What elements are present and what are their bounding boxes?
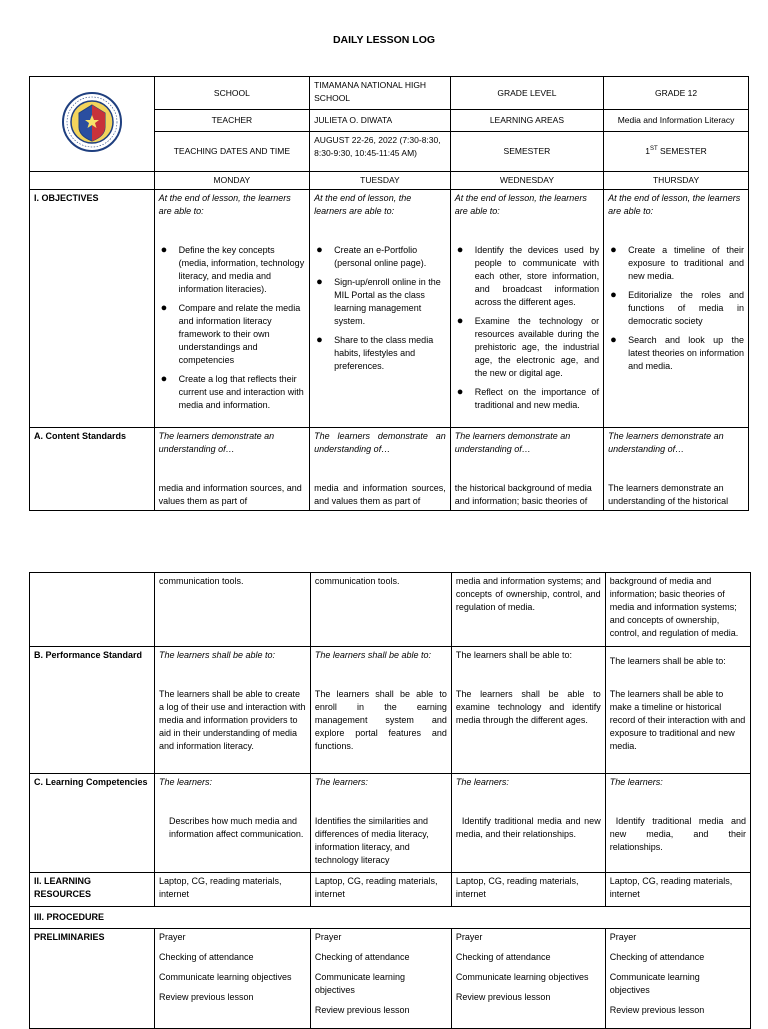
content-standards-tuesday	[310, 428, 451, 511]
content-standards-continued-label	[30, 573, 155, 647]
competency-text: Describes how much media and information affect communication.	[168, 816, 304, 839]
objective-item: ● Create an e-Portfolio (personal online page).	[316, 244, 427, 268]
content-standard-text: media and information sources, and values them as part of	[158, 483, 302, 506]
performance-standard-wednesday	[451, 647, 605, 774]
competencies-wednesday	[451, 774, 605, 873]
performance-text: The learners shall be able to create a log of their use and interaction with media and information providers to aid in their understanding of media and information literacy.	[158, 689, 306, 751]
objectives-thursday	[604, 190, 749, 428]
procedure-item: Review previous lesson	[609, 1005, 705, 1015]
procedure-item: Prayer	[314, 932, 342, 942]
day-header-empty	[30, 172, 155, 190]
school-value: TIMAMANA NATIONAL HIGH SCHOOL	[310, 77, 451, 110]
content-standards-tuesday-cont: communication tools.	[310, 573, 451, 647]
performance-standard-monday	[154, 647, 310, 774]
teaching-dates-label: TEACHING DATES AND TIME	[154, 132, 310, 172]
competency-text: Identifies the similarities and differences of media literacy, information literacy, and technology literacy	[314, 816, 429, 865]
resources-thursday: Laptop, CG, reading materials, internet	[605, 873, 750, 907]
procedure-item: Communicate learning objectives	[158, 972, 292, 982]
procedure-item: Prayer	[158, 932, 186, 942]
content-standards-monday	[154, 428, 310, 511]
content-standards-wednesday-cont: media and information systems; and concepts of ownership, control, and regulation of media.	[451, 573, 605, 647]
procedure-item: Communicate learning objectives	[314, 972, 405, 995]
day-header-tuesday: TUESDAY	[310, 172, 451, 190]
learning-areas-label: LEARNING AREAS	[450, 110, 603, 132]
grade-level-label: GRADE LEVEL	[450, 77, 603, 110]
day-header-monday: MONDAY	[154, 172, 310, 190]
content-standards-intro: The learners demonstrate an understanding of…	[314, 431, 446, 454]
competencies-intro: The learners:	[314, 777, 368, 787]
procedure-item: Checking of attendance	[455, 952, 551, 962]
procedure-item: Checking of attendance	[158, 952, 254, 962]
preliminaries-thursday	[605, 929, 750, 1029]
content-standards-thursday	[604, 428, 749, 511]
objectives-label: I. OBJECTIVES	[30, 190, 155, 428]
objective-item: ● Share to the class media habits, lifestyles and preferences.	[316, 334, 434, 371]
preliminaries-tuesday	[310, 929, 451, 1029]
objective-item: ● Identify the devices used by people to communicate with each other, store information, and broadcast information across the different ages.	[456, 244, 600, 307]
semester-value: 1ST SEMESTER	[604, 132, 749, 172]
objectives-monday	[154, 190, 310, 428]
performance-intro: The learners shall be able to:	[455, 650, 572, 660]
resources-wednesday: Laptop, CG, reading materials, internet	[451, 873, 605, 907]
content-standards-wednesday	[450, 428, 603, 511]
procedure-item: Communicate learning objectives	[455, 972, 589, 982]
objective-item: ● Search and look up the latest theories on information and media.	[610, 334, 744, 371]
content-standards-intro: The learners demonstrate an understanding of…	[454, 431, 571, 454]
competencies-intro: The learners:	[609, 777, 663, 787]
performance-intro: The learners shall be able to:	[609, 656, 726, 666]
objective-item: ● Reflect on the importance of traditional and new media.	[456, 386, 600, 410]
content-standards-monday-cont: communication tools.	[154, 573, 310, 647]
content-standards-intro: The learners demonstrate an understanding of…	[158, 431, 275, 454]
procedure-label: III. PROCEDURE	[30, 907, 751, 929]
procedure-item: Checking of attendance	[609, 952, 705, 962]
performance-intro: The learners shall be able to:	[314, 650, 431, 660]
performance-standard-tuesday	[310, 647, 451, 774]
preliminaries-wednesday	[451, 929, 605, 1029]
competency-text: Identify traditional media and new media, and their relationships.	[609, 816, 746, 852]
procedure-item: Review previous lesson	[158, 992, 254, 1002]
content-standards-intro: The learners demonstrate an understanding of…	[608, 431, 724, 454]
deped-seal-cell	[30, 77, 155, 172]
performance-standard-label: B. Performance Standard	[30, 647, 155, 774]
objective-item: ● Sign-up/enroll online in the MIL Portal as the class learning management system.	[316, 276, 441, 326]
procedure-item: Review previous lesson	[314, 1005, 410, 1015]
performance-standard-thursday	[605, 647, 750, 774]
procedure-item: Prayer	[609, 932, 637, 942]
objectives-intro: At the end of lesson, the learners are able to:	[158, 193, 291, 216]
teaching-dates-value: AUGUST 22-26, 2022 (7:30-8:30, 8:30-9:30, 10:45-11:45 AM)	[310, 132, 451, 172]
procedure-item: Communicate learning objectives	[609, 972, 700, 995]
lesson-log-table-page-1	[29, 76, 749, 511]
lesson-log-table-page-2	[29, 572, 751, 1029]
procedure-item: Prayer	[455, 932, 483, 942]
grade-level-value: GRADE 12	[604, 77, 749, 110]
objectives-intro: At the end of lesson, the learners are able to:	[608, 193, 741, 216]
performance-intro: The learners shall be able to:	[158, 650, 276, 660]
objective-item: ● Define the key concepts (media, information, technology literacy, and media and information literacies).	[160, 244, 305, 294]
competencies-intro: The learners:	[158, 777, 212, 787]
content-standards-label: A. Content Standards	[30, 428, 155, 511]
content-standard-text: media and information sources, and values them as part of	[314, 483, 446, 506]
preliminaries-label: PRELIMINARIES	[30, 929, 155, 1029]
content-standard-text: the historical background of media and information; basic theories of	[454, 483, 592, 506]
objective-item: ● Create a log that reflects their current use and interaction with media and information.	[160, 373, 304, 410]
objectives-tuesday	[310, 190, 451, 428]
learning-resources-label: II. LEARNING RESOURCES	[30, 873, 155, 907]
preliminaries-monday	[154, 929, 310, 1029]
deped-seal-logo	[61, 91, 123, 153]
procedure-item: Checking of attendance	[314, 952, 410, 962]
document-title: DAILY LESSON LOG	[332, 34, 436, 46]
performance-text: The learners shall be able to examine technology and identify media through the different ages.	[455, 689, 601, 725]
objective-item: ● Editorialize the roles and functions of media in democratic society	[610, 289, 744, 326]
learning-competencies-label: C. Learning Competencies	[30, 774, 155, 873]
performance-text: The learners shall be able to enroll in the earning management system and explore portal features and functions.	[314, 689, 447, 751]
competency-text: Identify traditional media and new media, and their relationships.	[455, 816, 601, 839]
objective-item: ● Examine the technology or resources available during the prehistoric age, the industrial age, the electronic age, and the new or digital age.	[456, 315, 600, 378]
semester-label: SEMESTER	[450, 132, 603, 172]
learning-areas-value: Media and Information Literacy	[604, 110, 749, 132]
resources-monday: Laptop, CG, reading materials, internet	[154, 873, 310, 907]
objectives-intro: At the end of lesson, the learners are able to:	[314, 193, 412, 216]
day-header-wednesday: WEDNESDAY	[450, 172, 603, 190]
objective-item: ● Create a timeline of their exposure to traditional and new media.	[610, 244, 744, 281]
teacher-value: JULIETA O. DIWATA	[310, 110, 451, 132]
objectives-wednesday	[450, 190, 603, 428]
objective-item: ● Compare and relate the media and information literacy framework to their own understandings and competencies	[160, 302, 301, 365]
procedure-item: Review previous lesson	[455, 992, 551, 1002]
teacher-label: TEACHER	[154, 110, 310, 132]
competencies-monday	[154, 774, 310, 873]
school-label: SCHOOL	[154, 77, 310, 110]
content-standard-text: The learners demonstrate an understanding of the historical	[608, 483, 729, 506]
resources-tuesday: Laptop, CG, reading materials, internet	[310, 873, 451, 907]
competencies-intro: The learners:	[455, 777, 509, 787]
content-standards-thursday-cont: background of media and information; basic theories of media and information systems; and concepts of ownership, control, and regulation of media.	[605, 573, 750, 647]
objectives-intro: At the end of lesson, the learners are able to:	[454, 193, 587, 216]
competencies-tuesday	[310, 774, 451, 873]
competencies-thursday	[605, 774, 750, 873]
performance-text: The learners shall be able to make a timeline or historical record of their interaction with and exposure to traditional and new media.	[609, 689, 746, 751]
day-header-thursday: THURSDAY	[604, 172, 749, 190]
